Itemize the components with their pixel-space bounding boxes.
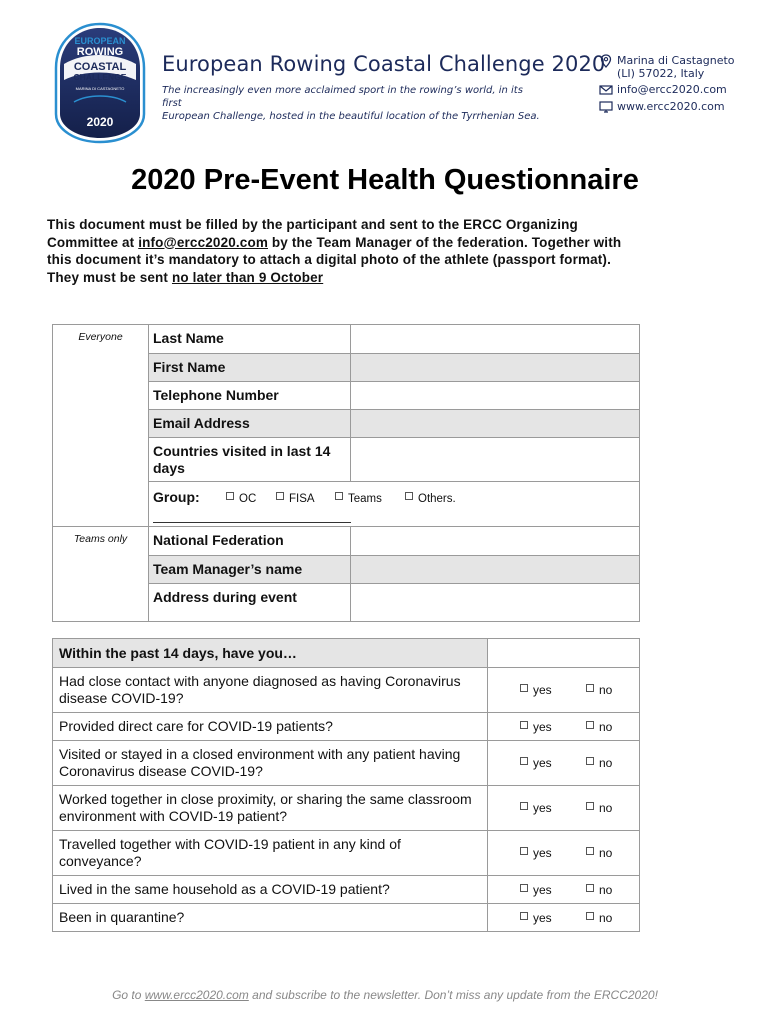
input-national-federation[interactable]: [351, 527, 640, 556]
section-label-teams-only: Teams only: [53, 527, 149, 622]
checkbox-icon[interactable]: [276, 492, 284, 500]
envelope-icon: [598, 83, 614, 97]
answer-cell: [488, 831, 640, 876]
no-option[interactable]: no: [586, 883, 612, 897]
label-team-manager: Team Manager’s name: [149, 556, 351, 584]
brand-subtitle: [162, 84, 542, 123]
questions-header: Within the past 14 days, have you…: [53, 639, 488, 668]
no-option[interactable]: no: [586, 801, 612, 815]
question-row: [53, 831, 640, 876]
label-countries-visited: Countries visited in last 14 days: [149, 438, 351, 482]
checkbox-icon[interactable]: [520, 884, 528, 892]
group-selector: [149, 482, 640, 527]
checkbox-icon[interactable]: [520, 802, 528, 810]
logo-text-year: 2020: [86, 115, 114, 129]
checkbox-icon[interactable]: [586, 684, 594, 692]
group-option-fisa[interactable]: FISA: [276, 492, 315, 505]
checkbox-icon[interactable]: [335, 492, 343, 500]
intro-paragraph: [47, 216, 737, 286]
intro-email-link[interactable]: info@ercc2020.com: [138, 234, 268, 250]
yes-option[interactable]: yes: [520, 801, 552, 815]
answer-cell: [488, 668, 640, 713]
no-option[interactable]: no: [586, 756, 612, 770]
label-first-name: First Name: [149, 354, 351, 382]
logo-text-rowing: ROWING: [76, 46, 124, 58]
no-option[interactable]: no: [586, 683, 612, 697]
answer-cell: [488, 786, 640, 831]
question-row: [53, 741, 640, 786]
footer-website-link[interactable]: www.ercc2020.com: [144, 988, 249, 1002]
answer-cell: [488, 741, 640, 786]
input-address-during-event[interactable]: [351, 584, 640, 622]
question-row: [53, 668, 640, 713]
location-pin-icon: [598, 54, 614, 68]
question-text: Lived in the same household as a COVID-19 patient?: [53, 876, 488, 904]
label-address-during-event: Address during event: [149, 584, 351, 622]
checkbox-icon[interactable]: [586, 884, 594, 892]
brand-subtitle-line-2: European Challenge, hosted in the beautiful location of the Tyrrhenian Sea.: [162, 111, 540, 122]
question-text: Worked together in close proximity, or sharing the same classroom environment with COVID-19 patient?: [53, 786, 488, 831]
input-last-name[interactable]: [351, 325, 640, 354]
group-option-others[interactable]: Others.: [405, 492, 456, 505]
answer-cell: [488, 876, 640, 904]
intro-line-3: this document it’s mandatory to attach a digital photo of the athlete (passport format).: [47, 252, 611, 267]
checkbox-icon[interactable]: [520, 912, 528, 920]
checkbox-icon[interactable]: [586, 847, 594, 855]
brand-title: European Rowing Coastal Challenge 2020: [162, 52, 606, 76]
intro-line-1: This document must be filled by the participant and sent to the ERCC Organizing: [47, 217, 578, 232]
logo-text-european: EUROPEAN: [74, 36, 126, 46]
yes-option[interactable]: yes: [520, 883, 552, 897]
checkbox-icon[interactable]: [405, 492, 413, 500]
address-line-2: (LI) 57022, Italy: [617, 67, 705, 80]
contact-email[interactable]: [598, 83, 735, 97]
answer-cell: [488, 713, 640, 741]
group-option-teams[interactable]: Teams: [335, 492, 382, 505]
question-row: [53, 876, 640, 904]
yes-option[interactable]: yes: [520, 756, 552, 770]
intro-line-2: Committee at info@ercc2020.com by the Team Manager of the federation. Together with: [47, 234, 622, 250]
input-email[interactable]: [351, 410, 640, 438]
question-text: Travelled together with COVID-19 patient in any kind of conveyance?: [53, 831, 488, 876]
yes-option[interactable]: yes: [520, 911, 552, 925]
no-option[interactable]: no: [586, 720, 612, 734]
questions-header-blank: [488, 639, 640, 668]
contact-website[interactable]: [598, 100, 735, 114]
group-label: Group:: [153, 489, 200, 505]
email-link[interactable]: info@ercc2020.com: [617, 83, 727, 96]
question-text: Visited or stayed in a closed environment with any patient having Coronavirus disease COVID-19?: [53, 741, 488, 786]
question-row: [53, 904, 640, 932]
checkbox-icon[interactable]: [520, 684, 528, 692]
section-label-everyone: Everyone: [53, 325, 149, 527]
question-text: Had close contact with anyone diagnosed as having Coronavirus disease COVID-19?: [53, 668, 488, 713]
group-underline: [153, 522, 351, 523]
participant-info-table: [52, 324, 640, 622]
question-text: Been in quarantine?: [53, 904, 488, 932]
yes-option[interactable]: yes: [520, 720, 552, 734]
contact-block: [598, 54, 735, 117]
no-option[interactable]: no: [586, 846, 612, 860]
health-questions-table: [52, 638, 640, 932]
ercc-logo: [54, 22, 146, 144]
checkbox-icon[interactable]: [586, 802, 594, 810]
group-option-oc[interactable]: OC: [226, 492, 256, 505]
question-row: [53, 713, 640, 741]
footer-note: Go to www.ercc2020.com and subscribe to the newsletter. Don’t miss any update from the ERCC2020!: [112, 988, 658, 1002]
logo-text-marina: MARINA DI CASTAGNETO: [75, 86, 125, 91]
label-last-name: Last Name: [149, 325, 351, 354]
checkbox-icon[interactable]: [226, 492, 234, 500]
logo-text-challenge: CHALLENGE: [73, 72, 127, 82]
input-countries-visited[interactable]: [351, 438, 640, 482]
checkbox-icon[interactable]: [520, 847, 528, 855]
yes-option[interactable]: yes: [520, 683, 552, 697]
label-national-federation: National Federation: [149, 527, 351, 556]
yes-option[interactable]: yes: [520, 846, 552, 860]
input-first-name[interactable]: [351, 354, 640, 382]
checkbox-icon[interactable]: [586, 757, 594, 765]
checkbox-icon[interactable]: [586, 721, 594, 729]
no-option[interactable]: no: [586, 911, 612, 925]
monitor-icon: [598, 100, 614, 114]
logo-text-coastal: COASTAL: [73, 61, 127, 73]
label-telephone: Telephone Number: [149, 382, 351, 410]
input-team-manager[interactable]: [351, 556, 640, 584]
answer-cell: [488, 904, 640, 932]
contact-address: [598, 54, 735, 80]
label-email: Email Address: [149, 410, 351, 438]
address-line-1: Marina di Castagneto: [617, 54, 735, 67]
intro-line-4: They must be sent no later than 9 October: [47, 269, 324, 285]
checkbox-icon[interactable]: [586, 912, 594, 920]
deadline-text: no later than 9 October: [171, 269, 324, 285]
question-text: Provided direct care for COVID-19 patients?: [53, 713, 488, 741]
question-row: [53, 786, 640, 831]
checkbox-icon[interactable]: [520, 757, 528, 765]
brand-subtitle-line-1: The increasingly even more acclaimed sport in the rowing’s world, in its first: [162, 85, 523, 109]
website-link[interactable]: www.ercc2020.com: [617, 100, 725, 113]
page-title: 2020 Pre-Event Health Questionnaire: [131, 164, 639, 196]
input-telephone[interactable]: [351, 382, 640, 410]
checkbox-icon[interactable]: [520, 721, 528, 729]
